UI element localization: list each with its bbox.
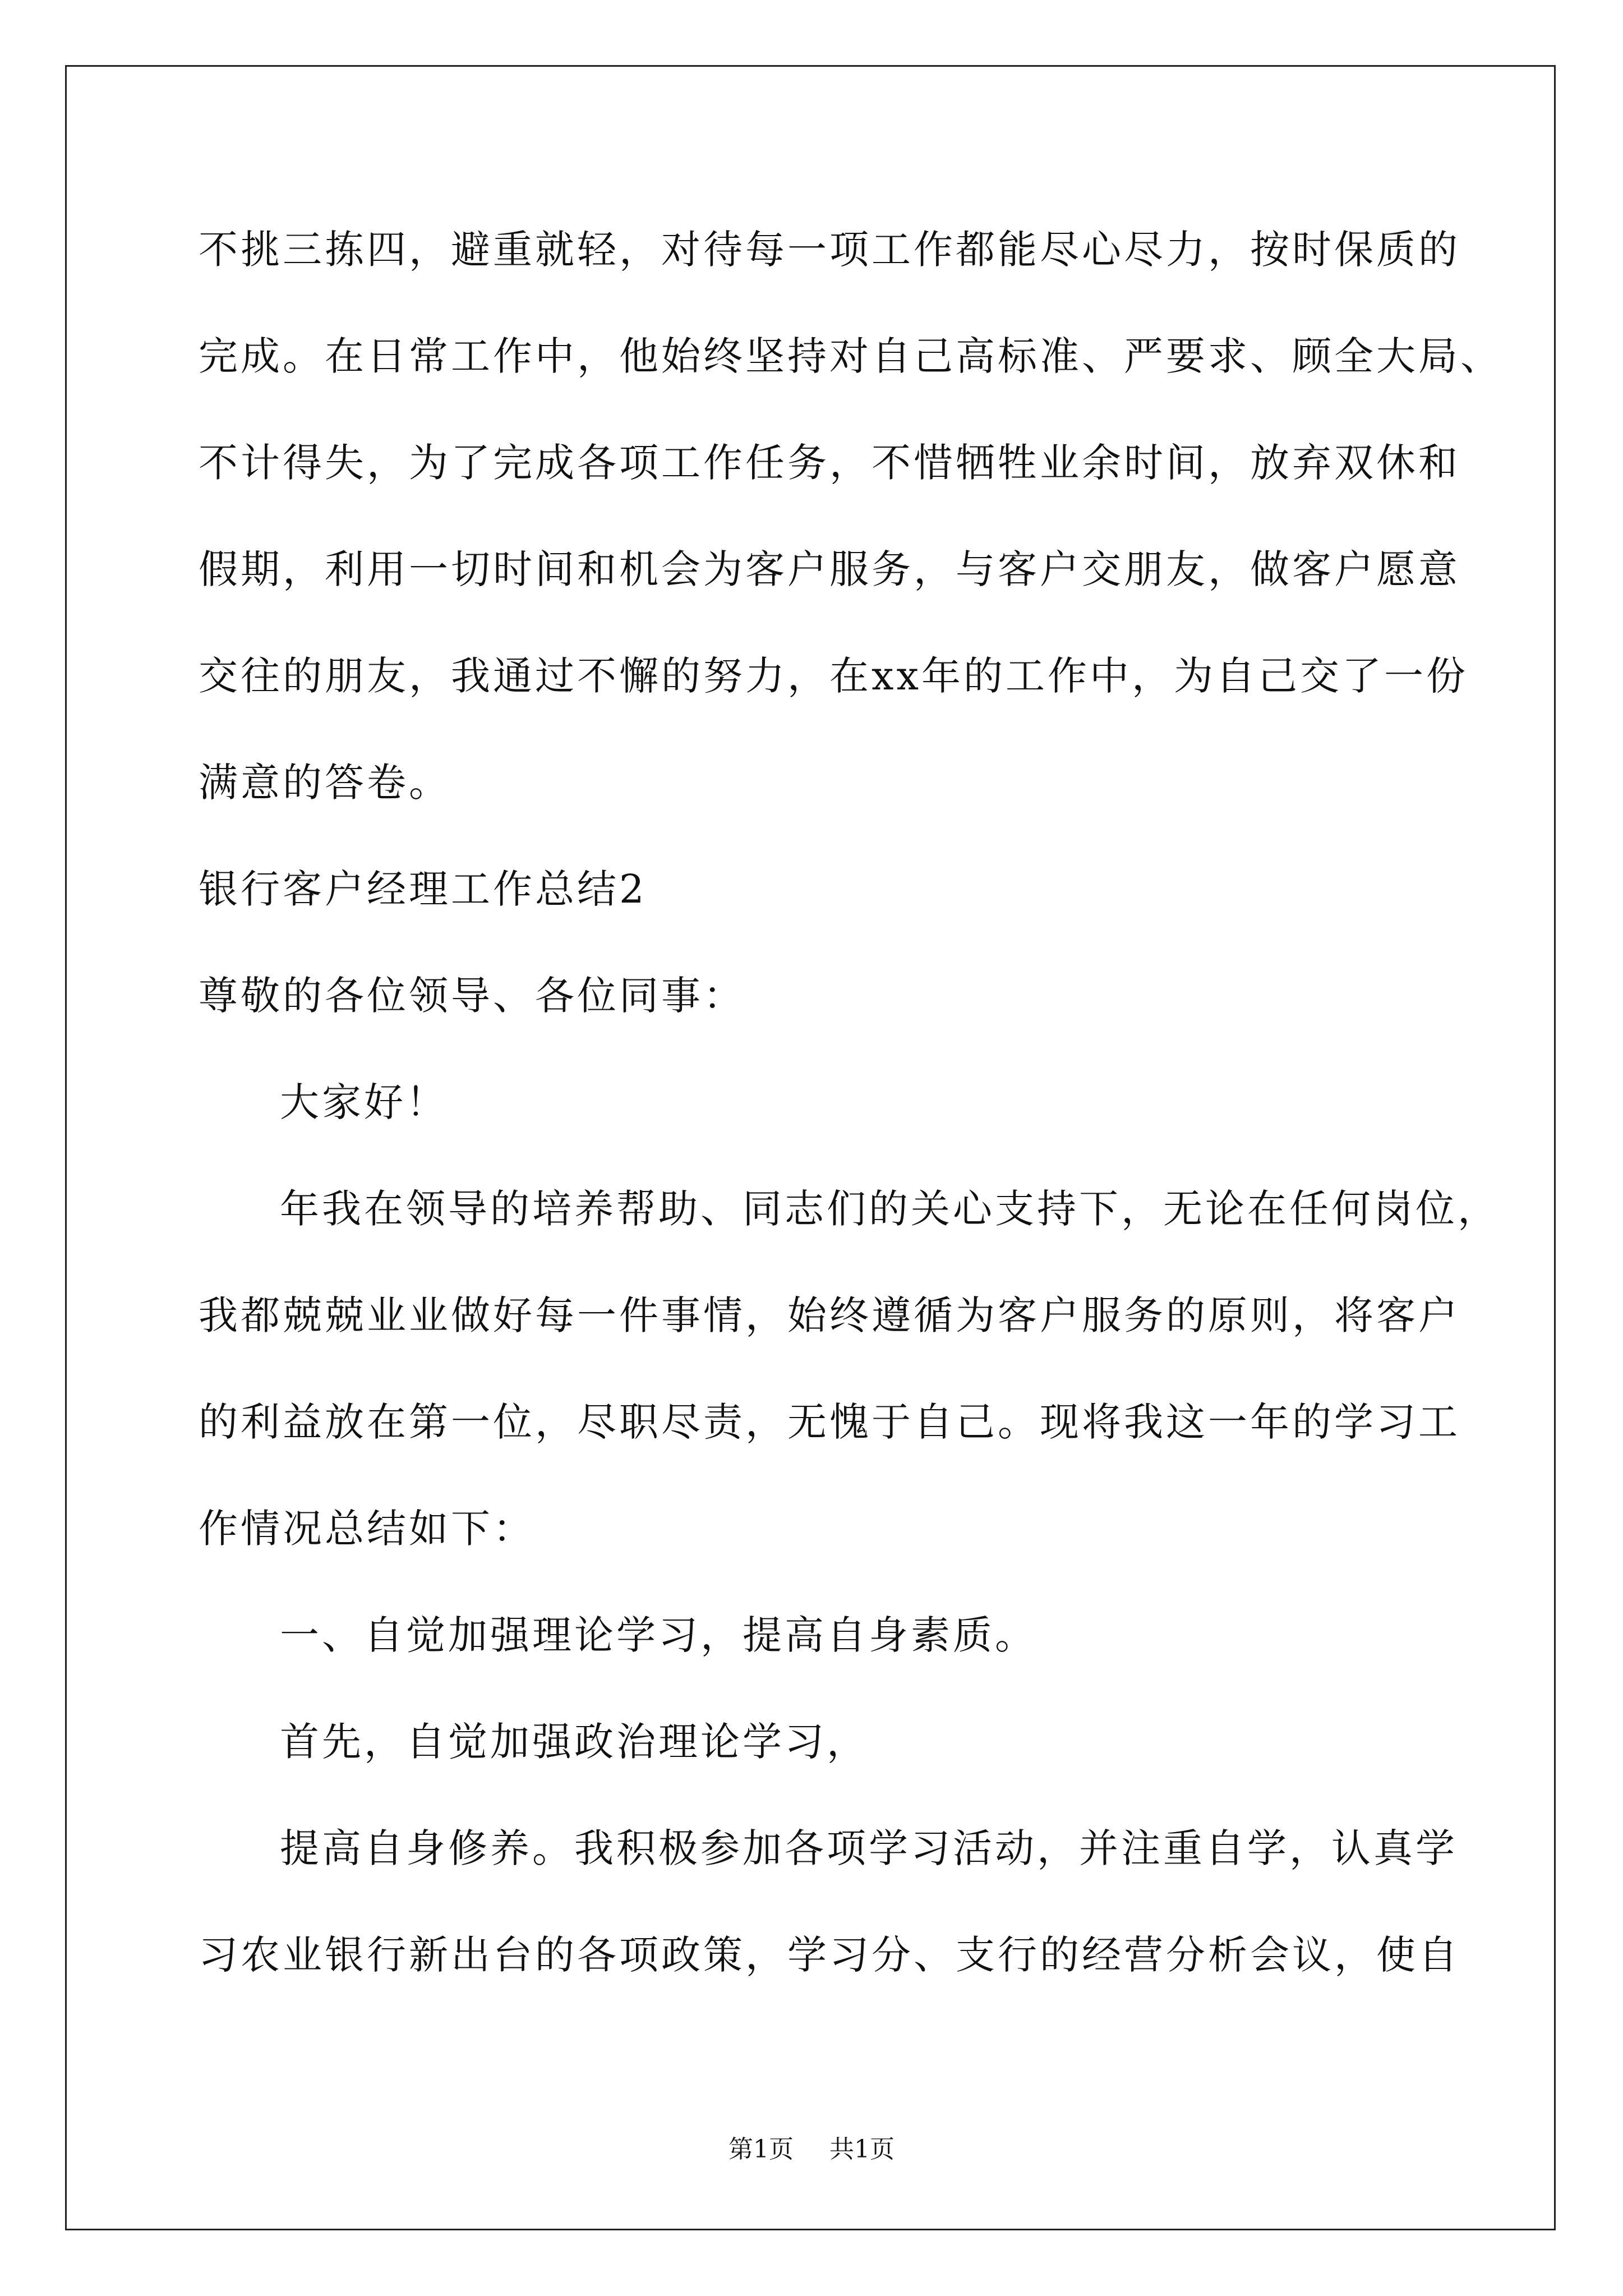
body-text [199,219,1502,2031]
section-title: 银行客户经理工作总结2 [199,866,647,912]
text-line: 习农业银行新出台的各项政策，学习分、支行的经营分析会议，使自 [199,1932,1460,1978]
text-line: 不计得失，为了完成各项工作任务，不惜牺牲业余时间，放弃双休和 [199,440,1460,486]
text-line: 我都兢兢业业做好每一件事情，始终遵循为客户服务的原则，将客户 [199,1292,1460,1338]
text-line: 年我在领导的培养帮助、同志们的关心支持下，无论在任何岗位， [280,1186,1500,1232]
page-number: 第1页 [728,2135,794,2164]
text-line: 提高自身修养。我积极参加各项学习活动，并注重自学，认真学 [280,1825,1458,1871]
heading-item: 一、自觉加强理论学习，提高自身素质。 [280,1612,1037,1658]
text-line: 交往的朋友，我通过不懈的努力，在xx年的工作中，为自己交了一份 [199,653,1468,699]
salutation: 尊敬的各位领导、各位同事： [199,973,745,1019]
page-total: 共1页 [829,2135,895,2164]
page-footer [0,2129,1623,2165]
text-line: 作情况总结如下： [199,1506,535,1552]
greeting: 大家好！ [280,1079,448,1125]
text-line: 完成。在日常工作中，他始终坚持对自己高标准、严要求、顾全大局、 [199,333,1502,379]
text-line: 假期，利用一切时间和机会为客户服务，与客户交朋友，做客户愿意 [199,546,1460,592]
text-line: 首先，自觉加强政治理论学习， [280,1719,869,1765]
text-line: 的利益放在第一位，尽职尽责，无愧于自己。现将我这一年的学习工 [199,1399,1460,1445]
text-line: 不挑三拣四，避重就轻，对待每一项工作都能尽心尽力，按时保质的 [199,227,1460,273]
text-line: 满意的答卷。 [199,760,451,806]
